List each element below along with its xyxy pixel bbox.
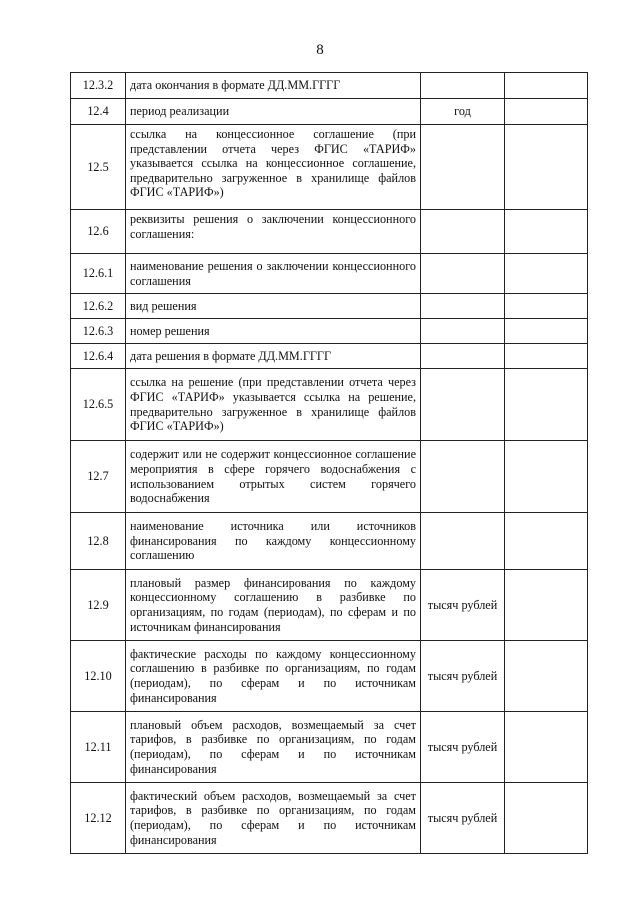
row-unit: год — [421, 99, 505, 125]
row-name: наименование источника или источников финансирования по каждому концессионному соглашению — [126, 513, 421, 570]
row-name: дата решения в формате ДД.ММ.ГГГГ — [126, 344, 421, 369]
row-number: 12.11 — [71, 712, 126, 783]
row-unit — [421, 210, 505, 254]
row-name: наименование решения о заключении концессионного соглашения — [126, 254, 421, 294]
row-value — [505, 99, 588, 125]
row-value — [505, 570, 588, 641]
row-unit — [421, 344, 505, 369]
row-number: 12.12 — [71, 783, 126, 854]
row-value — [505, 369, 588, 441]
row-value — [505, 210, 588, 254]
row-name: плановый размер финансирования по каждому концессионному соглашению в разбивке по организациям, по годам (периодам), по сферам и по источникам финансирования — [126, 570, 421, 641]
row-value — [505, 125, 588, 210]
row-value — [505, 712, 588, 783]
row-number: 12.4 — [71, 99, 126, 125]
table-row — [71, 254, 588, 294]
row-unit — [421, 125, 505, 210]
indicators-table — [70, 72, 588, 854]
row-number: 12.9 — [71, 570, 126, 641]
row-number: 12.6.3 — [71, 319, 126, 344]
row-unit — [421, 441, 505, 513]
row-number: 12.7 — [71, 441, 126, 513]
row-value — [505, 641, 588, 712]
row-unit — [421, 254, 505, 294]
table-row — [71, 513, 588, 570]
row-name: ссылка на решение (при представлении отчета через ФГИС «ТАРИФ» указывается ссылка на решение, предварительно загруженное в хранилище файлов ФГИС «ТАРИФ») — [126, 369, 421, 441]
row-unit: тысяч рублей — [421, 570, 505, 641]
table-row — [71, 344, 588, 369]
row-value — [505, 254, 588, 294]
row-name: ссылка на концессионное соглашение (при представлении отчета через ФГИС «ТАРИФ» указывается ссылка на концессионное соглашение, предварительно загруженное в хранилище файлов ФГИС «ТАРИФ») — [126, 125, 421, 210]
row-value — [505, 319, 588, 344]
row-name: реквизиты решения о заключении концессионного соглашения: — [126, 210, 421, 254]
row-name: период реализации — [126, 99, 421, 125]
row-number: 12.6.1 — [71, 254, 126, 294]
row-name: дата окончания в формате ДД.ММ.ГГГГ — [126, 73, 421, 99]
row-value — [505, 513, 588, 570]
row-unit: тысяч рублей — [421, 783, 505, 854]
table-row — [71, 294, 588, 319]
row-name: номер решения — [126, 319, 421, 344]
row-unit — [421, 513, 505, 570]
table-row — [71, 210, 588, 254]
row-value — [505, 73, 588, 99]
row-name: содержит или не содержит концессионное соглашение мероприятия в сфере горячего водоснабжения с использованием отрытых систем горячего водоснабжения — [126, 441, 421, 513]
table-row — [71, 783, 588, 854]
row-value — [505, 783, 588, 854]
row-number: 12.6.5 — [71, 369, 126, 441]
row-name: вид решения — [126, 294, 421, 319]
row-number: 12.5 — [71, 125, 126, 210]
row-number: 12.6.4 — [71, 344, 126, 369]
row-unit: тысяч рублей — [421, 641, 505, 712]
row-unit — [421, 73, 505, 99]
row-number: 12.6 — [71, 210, 126, 254]
row-name: фактические расходы по каждому концессионному соглашению в разбивке по организациям, по годам (периодам), по сферам и по источникам финансирования — [126, 641, 421, 712]
row-value — [505, 441, 588, 513]
table-row — [71, 99, 588, 125]
row-number: 12.10 — [71, 641, 126, 712]
table-row — [71, 641, 588, 712]
row-number: 12.6.2 — [71, 294, 126, 319]
table-row — [71, 712, 588, 783]
table-row — [71, 441, 588, 513]
row-value — [505, 344, 588, 369]
row-unit — [421, 369, 505, 441]
table-row — [71, 369, 588, 441]
table-row — [71, 73, 588, 99]
row-number: 12.8 — [71, 513, 126, 570]
row-name: фактический объем расходов, возмещаемый за счет тарифов, в разбивке по организациям, по годам (периодам), по сферам и по источникам финансирования — [126, 783, 421, 854]
row-number: 12.3.2 — [71, 73, 126, 99]
row-unit — [421, 294, 505, 319]
row-value — [505, 294, 588, 319]
table-row — [71, 125, 588, 210]
row-unit — [421, 319, 505, 344]
table-row — [71, 319, 588, 344]
row-unit: тысяч рублей — [421, 712, 505, 783]
row-name: плановый объем расходов, возмещаемый за счет тарифов, в разбивке по организациям, по годам (периодам), по сферам и по источникам финансирования — [126, 712, 421, 783]
table-row — [71, 570, 588, 641]
page-number: 8 — [316, 42, 324, 58]
